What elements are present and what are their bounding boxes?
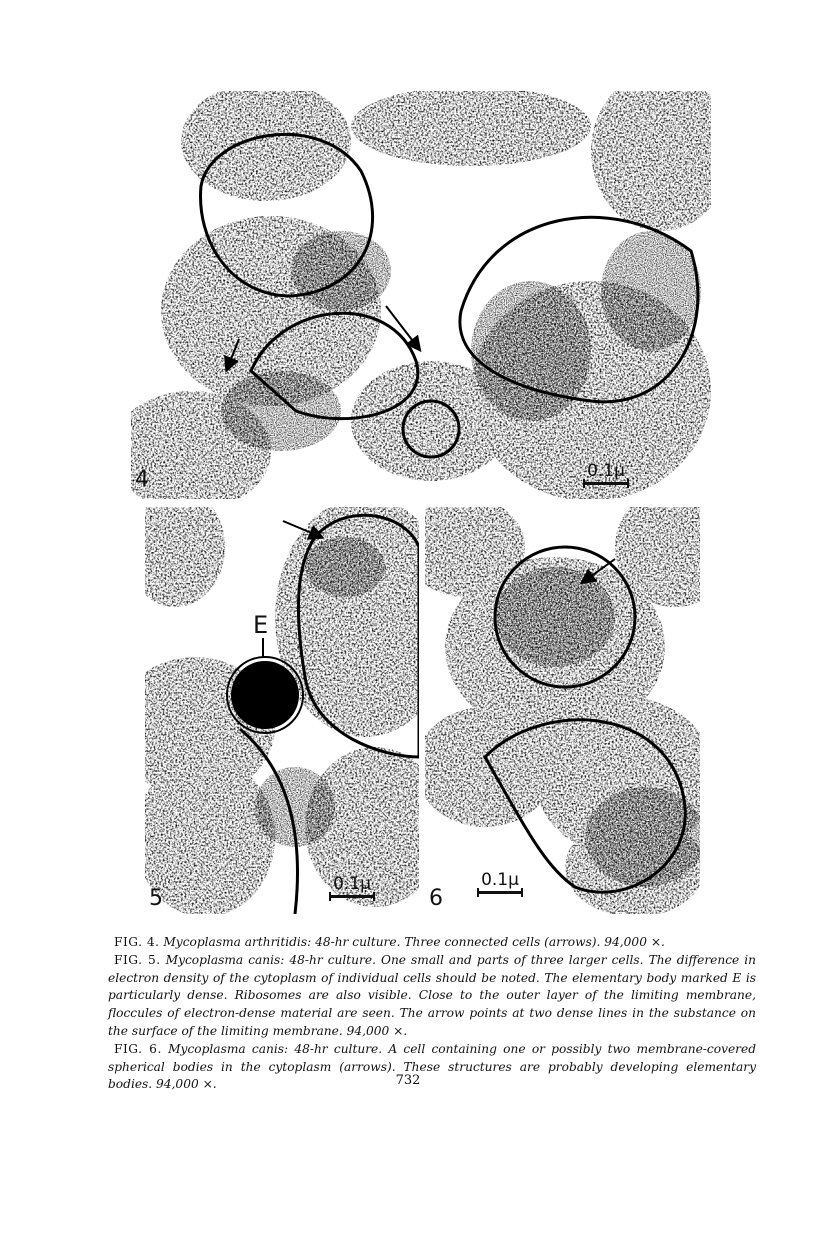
- figure-6-scale-bar: [477, 872, 523, 894]
- caption-figure-5-text: Mycoplasma canis: 48-hr culture. One small and parts of three larger cells. The difference in electron density of the cytoplasm of individual cells should be noted. The elementary body marked E is particularly dense. Ribosomes are also visible. Close to the outer layer of the limiting membrane, floccules of electron-dense material are seen. The arrow points at two dense lines in the substance on the surface of the limiting membrane. 94,000 ×.: [108, 952, 757, 1038]
- figure-5-micrograph: [145, 507, 419, 914]
- page-number: 732: [395, 1073, 421, 1088]
- caption-figure-4-label: FIG. 4.: [114, 935, 160, 949]
- figure-5-elementary-body-label: E: [253, 611, 269, 639]
- caption-figure-5: [108, 952, 756, 1041]
- caption-figure-5-label: FIG. 5.: [114, 952, 161, 967]
- caption-figure-4: [108, 934, 756, 952]
- figure-6-scale-text: 0.1µ: [481, 870, 519, 890]
- figure-5-label: 5: [149, 886, 163, 911]
- figure-5-scale-bar: [329, 876, 375, 898]
- figure-4-micrograph: [131, 91, 711, 499]
- figure-4-scale-bar: [583, 463, 629, 485]
- caption-figure-6-text: Mycoplasma canis: 48-hr culture. A cell containing one or possibly two membrane-covered spherical bodies in the cytoplasm (arrows). These structures are probably developing elementary bodies. 94,000 ×.: [108, 1041, 757, 1092]
- figure-6-micrograph: [425, 507, 700, 914]
- figure-4-scale-text: 0.1µ: [587, 461, 625, 481]
- figure-captions: [108, 934, 756, 1094]
- caption-figure-6-label: FIG. 6.: [114, 1041, 162, 1056]
- caption-figure-4-text: Mycoplasma arthritidis: 48-hr culture. Three connected cells (arrows). 94,000 ×.: [163, 935, 665, 949]
- figure-5-scale-text: 0.1µ: [333, 874, 371, 894]
- figure-6-label: 6: [429, 886, 443, 911]
- figure-4-label: 4: [135, 467, 149, 492]
